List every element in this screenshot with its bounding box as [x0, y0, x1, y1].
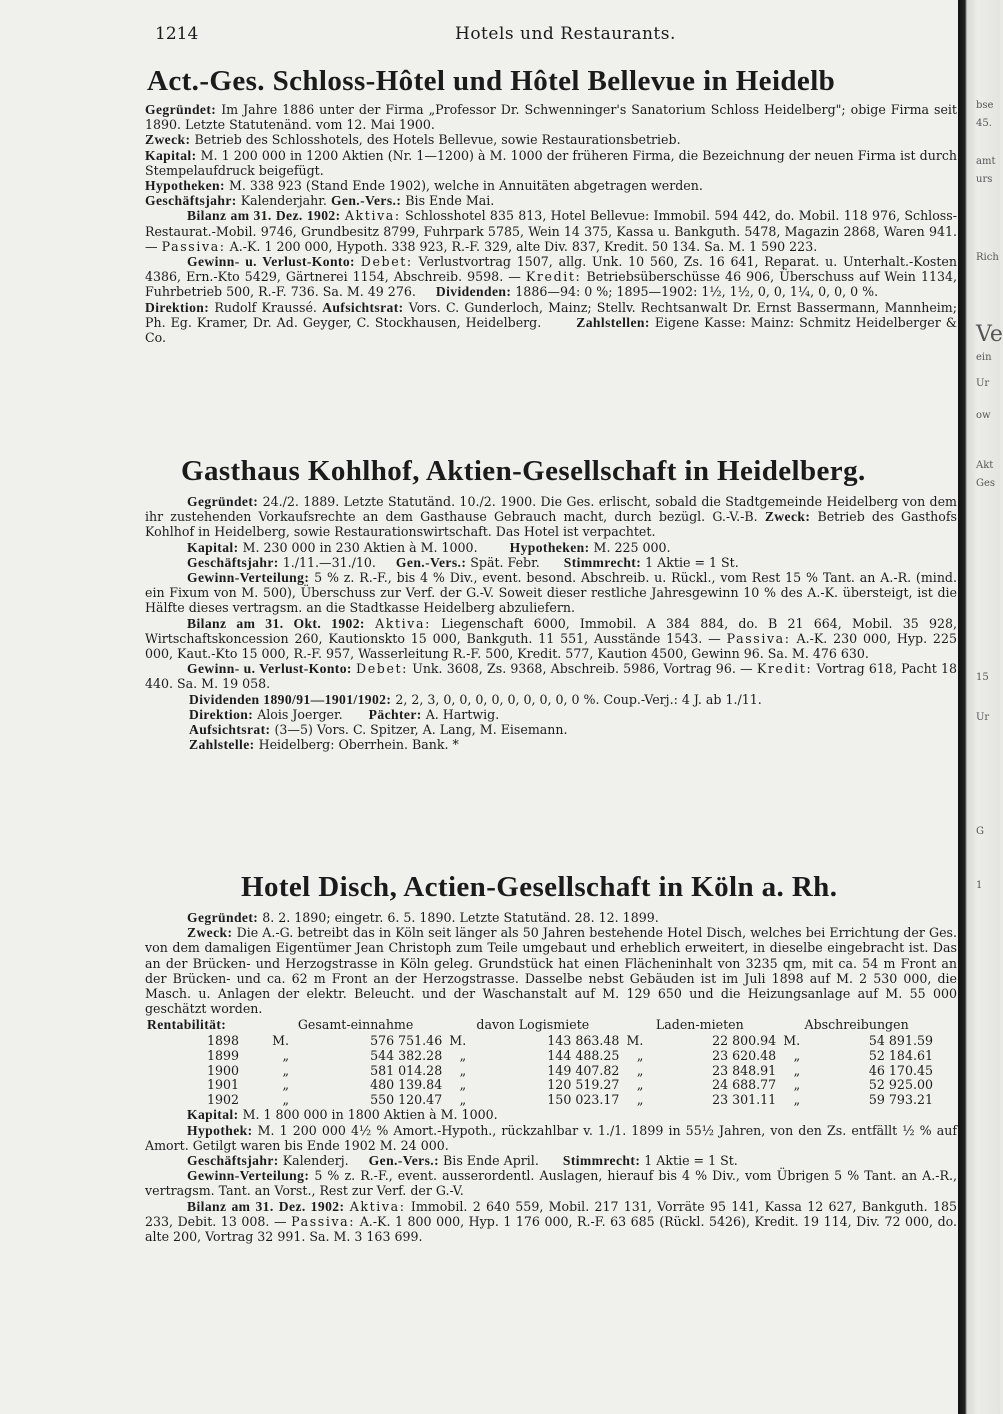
label-geschaeftsjahr: Geschäftsjahr: [187, 1153, 279, 1168]
margin-fragment: Ve [976, 322, 1003, 347]
text-aufsichtsrat: Vors. C. Gunderloch, Mainz; Stellv. Rechtsanwalt Dr. Ernst Bassermann, Mannheim; Ph. Eg. Kramer, Dr. Ad. Geyger, C. Stockhausen, Heidelberg. [145, 299, 957, 330]
margin-fragment: ow [976, 410, 991, 421]
label-gewinn-verteilung: Gewinn-Verteilung: [187, 1168, 310, 1184]
entry-hotel-disch [145, 870, 957, 1244]
label-paechter: Pächter: [368, 706, 422, 722]
aufsichtsrat-para [145, 722, 957, 737]
label-bilanz: Bilanz am 31. Okt. 1902: [187, 615, 365, 631]
hypothek-para [145, 1123, 957, 1153]
entry-title: Gasthaus Kohlhof, Aktien-Gesellschaft in Heidelberg. [181, 455, 866, 487]
margin-fragment: amt [976, 156, 996, 167]
geschaeftsjahr-para [145, 1153, 957, 1168]
value-cell: 52 184.61 [868, 1048, 933, 1064]
direktion-para [145, 300, 957, 346]
table-row [145, 1078, 935, 1093]
value-cell: 23 301.11 [712, 1091, 777, 1107]
text-paechter: A. Hartwig. [425, 706, 500, 722]
zweck-para [145, 925, 957, 1016]
kapital-para [145, 1107, 957, 1122]
label-hypothek: Hypothek: [187, 1122, 253, 1138]
label-aktiva: Aktiva: [375, 615, 431, 631]
currency-cell: „ [459, 1048, 467, 1064]
currency-cell: M. [449, 1033, 467, 1049]
currency-cell: „ [282, 1091, 289, 1107]
margin-fragment: Ur [976, 712, 990, 723]
running-header [145, 24, 957, 46]
label-passiva: Passiva: [726, 630, 791, 646]
label-gen-vers: Gen.-Vers.: [368, 1153, 440, 1168]
text-stimmrecht: 1 Aktie = 1 St. [645, 554, 739, 570]
text-kapital: M. 1 800 000 in 1800 Aktien à M. 1000. [242, 1107, 498, 1123]
label-hypotheken: Hypotheken: [509, 539, 590, 555]
text-hypotheken: M. 338 923 (Stand Ende 1902), welche in Annuitäten abgetragen werden. [228, 178, 703, 194]
margin-fragment: Rich [976, 252, 999, 263]
value-cell: 550 120.47 [370, 1091, 443, 1107]
label-geschaeftsjahr: Geschäftsjahr: [145, 193, 237, 209]
value-cell: 144 488.25 [547, 1048, 620, 1064]
text-hypotheken: M. 225 000. [593, 539, 671, 555]
margin-fragment: 45. [976, 118, 992, 129]
label-kredit: Kredit: [756, 661, 813, 677]
label-gen-vers: Gen.-Vers.: [395, 554, 467, 570]
text-kredit: Vortrag 618, Pacht 18 440. Sa. M. 19 058. [145, 661, 957, 692]
rent-label-cell [145, 1018, 267, 1034]
margin-fragment: ein [976, 352, 992, 363]
label-direktion: Direktion: [145, 299, 210, 315]
text-zweck: Betrieb des Schlosshotels, des Hotels Bellevue, sowie Restaurationsbetrieb. [194, 132, 681, 148]
value-cell: 59 793.21 [868, 1091, 933, 1107]
label-rentabilitaet: Rentabilität: [147, 1017, 227, 1033]
text-zahlstelle: Heidelberg: Oberrhein. Bank. * [258, 737, 459, 753]
label-guv: Gewinn- u. Verlust-Konto: [187, 661, 352, 677]
text-dividenden: 2, 2, 3, 0, 0, 0, 0, 0, 0, 0, 0, 0 %. Coup.-Verj.: 4 J. ab 1./11. [395, 691, 762, 707]
value-cell: 24 688.77 [712, 1077, 777, 1093]
bilanz-para [145, 1199, 957, 1245]
margin-fragment: Ur [976, 378, 990, 389]
kapital-para [145, 148, 957, 178]
currency-cell: M. [626, 1033, 644, 1049]
label-gen-vers: Gen.-Vers.: [330, 193, 402, 209]
label-gewinn-verteilung: Gewinn-Verteilung: [187, 570, 310, 586]
label-gegruendet: Gegründet: [187, 494, 259, 509]
currency-cell: „ [459, 1077, 467, 1093]
label-kapital: Kapital: [187, 1107, 239, 1123]
currency-cell: M. [272, 1033, 289, 1049]
currency-cell: „ [793, 1091, 801, 1107]
col-abschreibungen: Abschreibungen [804, 1017, 909, 1033]
currency-cell: „ [636, 1077, 644, 1093]
value-cell: 54 891.59 [868, 1033, 933, 1049]
currency-cell: „ [282, 1077, 289, 1093]
text-gewinn-verteilung: 5 % z. R.-F., event. ausserordentl. Auslagen, hierauf bis 4 % Div., vom Übrigen 5 % Tant. an A.-R., vertragsm. Tant. an Vorst., Rest zur Verf. der G.-V. [145, 1168, 957, 1199]
value-cell: 46 170.45 [868, 1062, 933, 1078]
text-zweck: Betrieb des Gasthofs Kohlhof in Heidelberg, sowie Restaurationswirtschaft. Das Hotel ist verpachtet. [145, 509, 957, 540]
hypotheken-para [145, 178, 957, 193]
year-cell: 1898 [206, 1033, 239, 1049]
label-stimmrecht: Stimmrecht: [562, 1153, 641, 1168]
label-stimmrecht: Stimmrecht: [563, 554, 642, 570]
table-row [145, 1049, 935, 1064]
value-cell: 150 023.17 [547, 1091, 620, 1107]
margin-fragment: 1 [976, 880, 983, 891]
margin-fragment: bse [976, 100, 994, 111]
page-number: 1214 [155, 24, 199, 44]
value-cell: 544 382.28 [370, 1048, 443, 1064]
label-zahlstelle: Zahlstelle: [189, 737, 255, 753]
guv-para [145, 254, 957, 300]
text-aktiva: Schlosshotel 835 813, Hotel Bellevue: Immobil. 594 442, do. Mobil. 118 976, Schloss-Restaurat.-Mobil. 9746, Grundbesitz 8799, Fuhrpark 5785, Wein 14 375, Kassa u. Bankguth. 5478, Magazin 2868, Waren 941. — [145, 208, 957, 254]
label-gegruendet: Gegründet: [187, 910, 259, 925]
table-header-row [145, 1018, 935, 1034]
text-gen-vers: Spät. Febr. [470, 554, 540, 570]
value-cell: 480 139.84 [370, 1077, 443, 1093]
margin-fragment: 15 [976, 672, 989, 683]
text-aktiva: Liegenschaft 6000, Immobil. A 384 884, do. B 21 664, Mobil. 35 928, Wirtschaftskoncession 260, Kautionskto 15 000, Bankguth. 11 551, Ausstände 1543. — [145, 615, 957, 646]
dividenden-para [145, 692, 957, 707]
text-gegruendet: Im Jahre 1886 unter der Firma „Professor Dr. Schwenninger's Sanatorium Schloss Heidelberg"; obige Firma seit 1890. Letzte Statutenänd. vom 12. Mai 1900. [145, 102, 957, 133]
text-passiva: A.-K. 1 800 000, Hyp. 1 176 000, R.-F. 63 685 (Rückl. 5426), Kredit. 19 114, Div. 72 000, do. alte 200, Vortrag 32 991. Sa. M. 3 163 699. [145, 1213, 958, 1245]
label-direktion: Direktion: [189, 706, 254, 722]
geschaeftsjahr-para [145, 555, 957, 570]
entry-title: Act.-Ges. Schloss-Hôtel und Hôtel Bellevue in Heidelb [147, 65, 836, 97]
text-geschaeftsjahr: Kalenderjahr. [240, 193, 327, 209]
year-cell: 1901 [206, 1077, 239, 1093]
currency-cell: „ [636, 1062, 644, 1078]
value-cell: 22 800.94 [712, 1033, 777, 1049]
value-cell: 149 407.82 [547, 1062, 620, 1078]
label-dividenden: Dividenden 1890/91—1901/1902: [189, 691, 392, 707]
table-row [145, 1064, 935, 1079]
text-kredit: Betriebsüberschüsse 46 906, Überschuss auf Wein 1134, Fuhrbetrieb 500, R.-F. 736. Sa. M. 49 276. [145, 269, 958, 300]
margin-fragment: Akt [976, 460, 994, 471]
currency-cell: „ [459, 1091, 467, 1107]
label-aktiva: Aktiva: [349, 1198, 406, 1214]
currency-cell: „ [793, 1062, 801, 1078]
margin-fragment: urs [976, 174, 993, 185]
label-zweck: Zweck: [187, 925, 233, 941]
gewinn-verteilung-para [145, 570, 957, 616]
label-bilanz: Bilanz am 31. Dez. 1902: [187, 1198, 345, 1214]
text-aktiva: Immobil. 2 640 559, Mobil. 217 131, Vorräte 95 141, Kassa 12 627, Bankguth. 185 233, Debit. 13 008. — [145, 1198, 957, 1229]
label-aufsichtsrat: Aufsichtsrat: [189, 722, 271, 738]
label-kapital: Kapital: [187, 539, 239, 555]
currency-cell: „ [636, 1091, 644, 1107]
text-dividenden: 1886—94: 0 %; 1895—1902: 1½, 1½, 0, 0, 1¼, 0, 0, 0 %. [515, 284, 879, 300]
text-aufsichtsrat: (3—5) Vors. C. Spitzer, A. Lang, M. Eisemann. [274, 722, 568, 738]
col-logismiete: davon Logismiete [476, 1017, 590, 1033]
text-geschaeftsjahr: 1./11.—31./10. [282, 554, 376, 570]
text-direktion: Rudolf Kraussé. [214, 299, 317, 315]
label-hypotheken: Hypotheken: [145, 178, 225, 194]
col-ladenmieten: Laden-mieten [655, 1017, 744, 1033]
label-dividenden: Dividenden: [435, 284, 512, 300]
label-passiva: Passiva: [161, 238, 226, 254]
label-zahlstellen: Zahlstellen: [576, 314, 650, 330]
label-zweck: Zweck: [764, 509, 811, 525]
year-cell: 1902 [206, 1091, 239, 1107]
value-cell: 23 620.48 [712, 1048, 777, 1064]
text-zweck: Die A.-G. betreibt das in Köln seit länger als 50 Jahren bestehende Hotel Disch, welches bei Errichtung der Ges. von dem damaligen Eigentümer Jean Christoph zum Teile umgebaut und erheblich erweitert, in dieselbe eingebracht ist. Das an der Brücken- und Herzogstrasse in Köln geleg. Grundstück hat einen Flächeninhalt von 3235 qm, mit ca. 54 m Front an der Brücken- und ca. 62 m Front an der Herzogstrasse. Dasselbe nebst Gebäuden ist im Juli 1898 auf M. 2 530 000, die Masch. u. Anlagen der elektr. Beleucht. und der Waschanstalt auf M. 129 650 und die Heizungsanlage auf M. 55 000 geschätzt worden. [145, 925, 957, 1017]
margin-fragment: Ges [976, 478, 996, 489]
text-direktion: Alois Joerger. [257, 706, 343, 722]
text-zahlstellen: Eigene Kasse: Mainz: Schmitz Heidelberger & Co. [145, 314, 957, 346]
text-kapital: M. 1 200 000 in 1200 Aktien (Nr. 1—1200) à M. 1000 der früheren Firma, die Bezeichnung der neuen Firma ist durch Stempelaufdruck beigefügt. [145, 147, 957, 178]
rentabilitaet-table [145, 1018, 935, 1107]
text-kapital: M. 230 000 in 230 Aktien à M. 1000. [242, 539, 478, 555]
margin-fragment: G [976, 826, 984, 837]
gewinn-verteilung-para [145, 1168, 957, 1198]
text-passiva: A.-K. 1 200 000, Hypoth. 338 923, R.-F. 329, alte Div. 837, Kredit. 50 134. Sa. M. 1 590 223. [229, 238, 818, 254]
label-debet: Debet: [360, 254, 413, 270]
currency-cell: M. [783, 1033, 801, 1049]
book-gutter [958, 0, 1003, 1414]
text-gen-vers: Bis Ende Mai. [405, 193, 495, 209]
text-gewinn-verteilung: 5 % z. R.-F., bis 4 % Div., event. besond. Abschreib. u. Rückl., vom Rest 15 % Tant. an A.-R. (mind. ein Fixum von M. 500), Überschuss zur Verf. der G.-V. Soweit dieser restliche Jahresgewinn 10 % des A.-K. übersteigt, ist die Hälfte dieses vertragsm. an die Stadtkasse Heidelberg abzuliefern. [145, 570, 957, 616]
text-gegruendet: 8. 2. 1890; eingetr. 6. 5. 1890. Letzte Statutänd. 28. 12. 1899. [262, 910, 659, 925]
year-cell: 1900 [206, 1062, 239, 1078]
text-geschaeftsjahr: Kalenderj. [282, 1153, 349, 1168]
label-aufsichtsrat: Aufsichtsrat: [322, 299, 404, 315]
value-cell: 576 751.46 [370, 1033, 443, 1049]
label-guv: Gewinn- u. Verlust-Konto: [187, 254, 355, 270]
value-cell: 581 014.28 [370, 1062, 443, 1078]
text-passiva: A.-K. 230 000, Hyp. 225 000, Kaut.-Kto 15 000, R.-F. 957, Wasserleitung R.-F. 500, Kredit. 577, Kaution 4500, Gewinn 96. Sa. M. 476 630. [145, 630, 957, 662]
zahlstelle-para [145, 737, 957, 752]
currency-cell: „ [459, 1062, 467, 1078]
entry-title: Hotel Disch, Actien-Gesellschaft in Köln a. Rh. [241, 871, 838, 903]
bilanz-para [145, 616, 957, 662]
entry-gasthaus-kohlhof [145, 454, 957, 752]
text-stimmrecht: 1 Aktie = 1 St. [644, 1153, 738, 1168]
text-gen-vers: Bis Ende April. [443, 1153, 539, 1168]
label-debet: Debet: [356, 661, 408, 677]
text-debet: Unk. 3608, Zs. 9368, Abschreib. 5986, Vortrag 96. — [412, 661, 753, 677]
label-kredit: Kredit: [525, 269, 582, 285]
currency-cell: „ [282, 1062, 289, 1078]
gegruendet-para [145, 494, 957, 540]
value-cell: 143 863.48 [547, 1033, 620, 1049]
currency-cell: „ [793, 1077, 801, 1093]
table-row [145, 1093, 935, 1108]
label-bilanz: Bilanz am 31. Dez. 1902: [187, 208, 341, 224]
label-gegruendet: Gegründet: [145, 102, 217, 117]
currency-cell: „ [282, 1048, 289, 1064]
entry-schloss-hotel [145, 64, 957, 345]
value-cell: 120 519.27 [547, 1077, 620, 1093]
label-aktiva: Aktiva: [344, 208, 401, 224]
value-cell: 52 925.00 [868, 1077, 933, 1093]
gegruendet-para [145, 910, 957, 925]
col-gesamteinnahme: Gesamt-einnahme [297, 1017, 414, 1033]
year-cell: 1899 [206, 1048, 239, 1064]
currency-cell: „ [793, 1048, 801, 1064]
label-passiva: Passiva: [291, 1213, 356, 1229]
text-debet: Verlustvortrag 1507, allg. Unk. 10 560, Zs. 16 641, Reparat. u. Unterhalt.-Kosten 4386, Ern.-Kto 5429, Gärtnerei 1154, Abschreib. 9598. — [145, 254, 957, 285]
currency-cell: „ [636, 1048, 644, 1064]
text-gegruendet: 24./2. 1889. Letzte Statutänd. 10./2. 1900. Die Ges. erlischt, sobald die Stadtgemeinde Heidelberg von dem ihr zustehenden Vorkaufsrechte an dem Gasthause Gebrauch macht, durch bezügl. G.-V.-B. [145, 494, 957, 525]
guv-para [145, 661, 957, 691]
bilanz-para [145, 208, 957, 254]
text-hypothek: M. 1 200 000 4½ % Amort.-Hypoth., rückzahlbar v. 1./1. 1899 in 55½ Jahren, von den Zs. entfällt ½ % auf Amort. Getilgt waren bis Ende 1902 M. 24 000. [145, 1122, 957, 1153]
label-zweck: Zweck: [145, 132, 191, 148]
running-title: Hotels und Restaurants. [455, 24, 676, 44]
label-geschaeftsjahr: Geschäftsjahr: [187, 554, 279, 570]
value-cell: 23 848.91 [712, 1062, 777, 1078]
table-row [145, 1034, 935, 1049]
kapital-para [145, 540, 957, 555]
geschaeftsjahr-para [145, 193, 957, 208]
direktion-para [145, 707, 957, 722]
zweck-para [145, 132, 957, 147]
gegruendet-para [145, 102, 957, 132]
label-kapital: Kapital: [145, 147, 197, 163]
